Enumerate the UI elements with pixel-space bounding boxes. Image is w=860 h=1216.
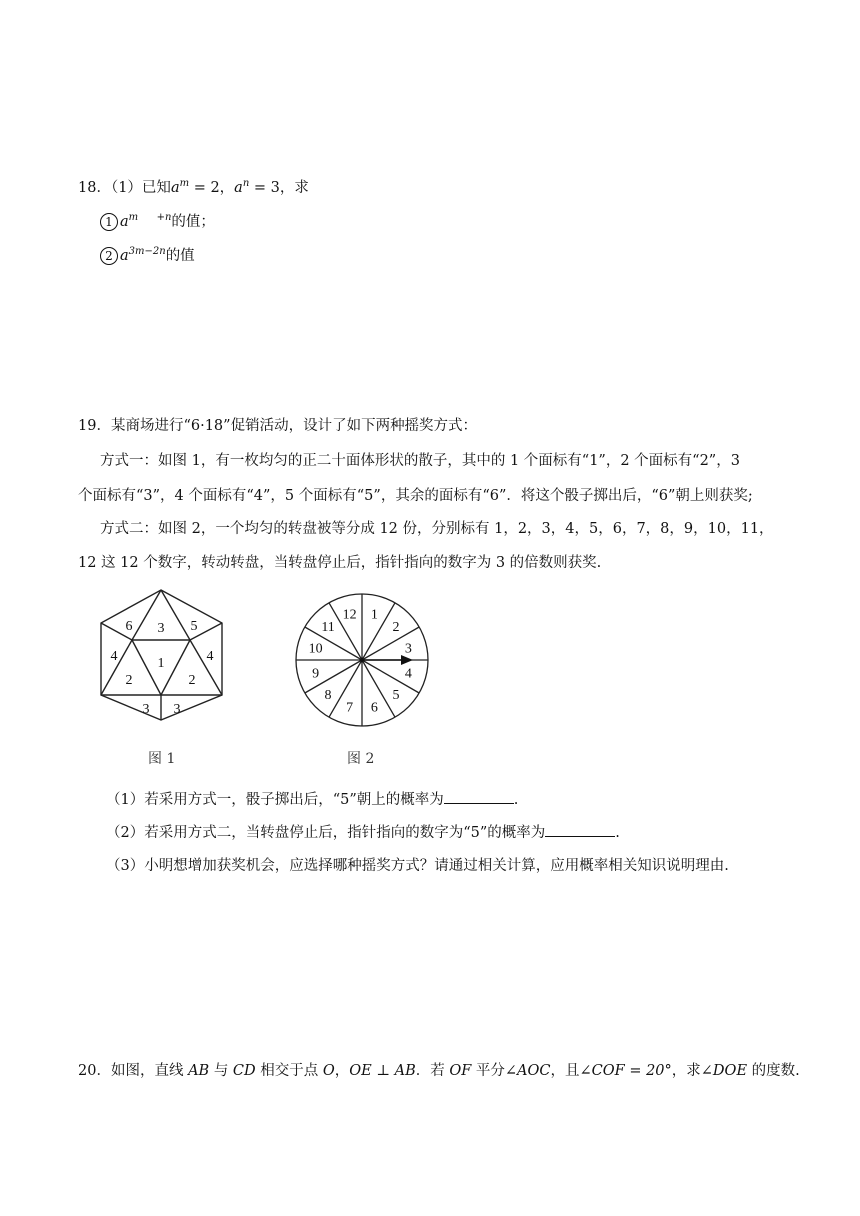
q18-number: 18． <box>78 180 111 196</box>
q18-item1-base: a <box>120 214 129 230</box>
q18-exp-m: m <box>179 178 190 189</box>
q19-method1-line2: 个面标有“3”，4 个面标有“4”，5 个面标有“5”，其余的面标有“6”．将这个骰子掷出后，“6”朝上则获奖; <box>78 488 753 504</box>
q18-item2-exp: 3m−2n <box>128 246 166 257</box>
q18-base-a: a <box>170 180 180 196</box>
q20-text-h: ，求 <box>671 1063 701 1079</box>
q19-sub2-text: （2）若采用方式二，当转盘停止后，指针指向的数字为“5”的概率为 <box>106 825 546 841</box>
q20-text-e: ．若 <box>415 1063 445 1079</box>
q18-item2 <box>100 246 195 268</box>
figure-2-spinner <box>293 591 431 729</box>
q20-of: OF <box>449 1063 472 1079</box>
fig1-label-4b: 4 <box>206 649 214 664</box>
q19-intro <box>78 416 477 436</box>
q19-method1-line1: 方式一：如图 1，有一枚均匀的正二十面体形状的散子，其中的 1 个面标有“1”，2 个面标有“2”，3 <box>100 453 740 469</box>
q19-sub3: （3）小明想增加获奖机会，应选择哪种摇奖方式？请通过相关计算，应用概率相关知识说明理由. <box>106 858 729 874</box>
q18-item1 <box>100 212 215 234</box>
q20-angle-cof: ∠COF = 20° <box>579 1063 672 1079</box>
fig1-label-4a: 4 <box>110 649 118 664</box>
q20-text-c: 相交于点 <box>260 1063 319 1079</box>
q19-sub1 <box>106 789 518 810</box>
fig1-label-2a: 2 <box>125 673 133 688</box>
q20-oe-perp-ab: OE ⊥ AB <box>349 1063 416 1079</box>
q18-item2-mark: 2 <box>100 247 118 265</box>
q18-item2-suffix: 的值 <box>165 248 195 264</box>
q19-number: 19． <box>78 418 111 434</box>
q18-intro-prefix: （1）已知 <box>110 180 171 196</box>
spinner-label-2: 2 <box>392 620 400 636</box>
q20-text-a: 如图，直线 <box>110 1063 184 1079</box>
q18-item1-mark: 1 <box>100 213 118 231</box>
fig1-label-3b: 3 <box>142 702 150 717</box>
fig1-label-3c: 3 <box>173 702 181 717</box>
spinner-label-11: 11 <box>321 620 335 636</box>
spinner-label-5: 5 <box>392 687 400 703</box>
spinner-label-1: 1 <box>370 607 378 623</box>
q19-sub2-end: . <box>615 825 620 841</box>
spinner-label-9: 9 <box>312 666 320 682</box>
spinner-label-6: 6 <box>370 700 378 716</box>
q18-base-a2: a <box>234 180 243 196</box>
figure-1-caption: 图 1 <box>148 751 176 767</box>
q19-intro-text: 某商场进行“6·18”促销活动，设计了如下两种摇奖方式： <box>110 418 478 434</box>
q20-angle-aoc: ∠AOC <box>504 1063 551 1079</box>
spinner-label-12: 12 <box>342 607 357 623</box>
q20-cd: CD <box>232 1063 256 1079</box>
q20-text-g: ，且 <box>550 1063 580 1079</box>
q20-text-f: 平分 <box>475 1063 505 1079</box>
q20-o: O <box>322 1063 335 1079</box>
q18-item1-suffix: 的值； <box>171 214 215 230</box>
spinner-label-4: 4 <box>404 666 412 682</box>
spinner-label-3: 3 <box>404 641 412 657</box>
q19-method2-line1: 方式二：如图 2，一个均匀的转盘被等分成 12 份，分别标有 1，2，3，4，5，6，7，8，9，10，11， <box>100 521 774 537</box>
q18-item1-exp-plus: +n <box>156 212 172 223</box>
q19-sub1-answer-blank[interactable] <box>444 789 514 804</box>
q19-sub1-end: . <box>513 792 519 808</box>
q19-sub2 <box>106 822 620 843</box>
spinner-label-8: 8 <box>324 687 332 703</box>
spinner-label-7: 7 <box>346 700 354 716</box>
q18-am-eq: = 2， <box>193 180 235 196</box>
spinner-divider <box>362 603 395 660</box>
q20-text-i: 的度数. <box>751 1063 800 1079</box>
q19-method2-line2: 12 这 12 个数字，转动转盘，当转盘停止后，指针指向的数字为 3 的倍数则获奖. <box>78 555 602 571</box>
fig1-label-6: 6 <box>125 619 133 634</box>
q18-exp-n: n <box>242 178 250 189</box>
q19-sub2-answer-blank[interactable] <box>545 822 615 837</box>
q20-text-d: ， <box>334 1063 350 1079</box>
spinner-label-10: 10 <box>308 641 323 657</box>
q20-ab: AB <box>188 1063 210 1079</box>
q18-an-eq: = 3，求 <box>253 180 309 196</box>
fig1-label-1: 1 <box>157 656 165 671</box>
q19-sub1-text: （1）若采用方式一，骰子掷出后，“5”朝上的概率为 <box>106 792 444 808</box>
q18-intro <box>78 178 309 200</box>
spinner-divider <box>362 660 395 717</box>
fig1-label-3a: 3 <box>157 621 165 636</box>
figure-2-caption: 图 2 <box>347 751 375 767</box>
q20-text-b: 与 <box>213 1063 229 1079</box>
q20-angle-doe: ∠DOE <box>700 1063 748 1079</box>
q18-item1-exp-m: m <box>128 212 139 223</box>
q20-text <box>78 1061 800 1081</box>
figure-1-icosahedron <box>95 585 230 725</box>
fig1-label-5: 5 <box>190 619 198 634</box>
fig1-label-2b: 2 <box>188 673 196 688</box>
q20-number: 20． <box>78 1063 111 1079</box>
q18-item2-base: a <box>120 248 129 264</box>
